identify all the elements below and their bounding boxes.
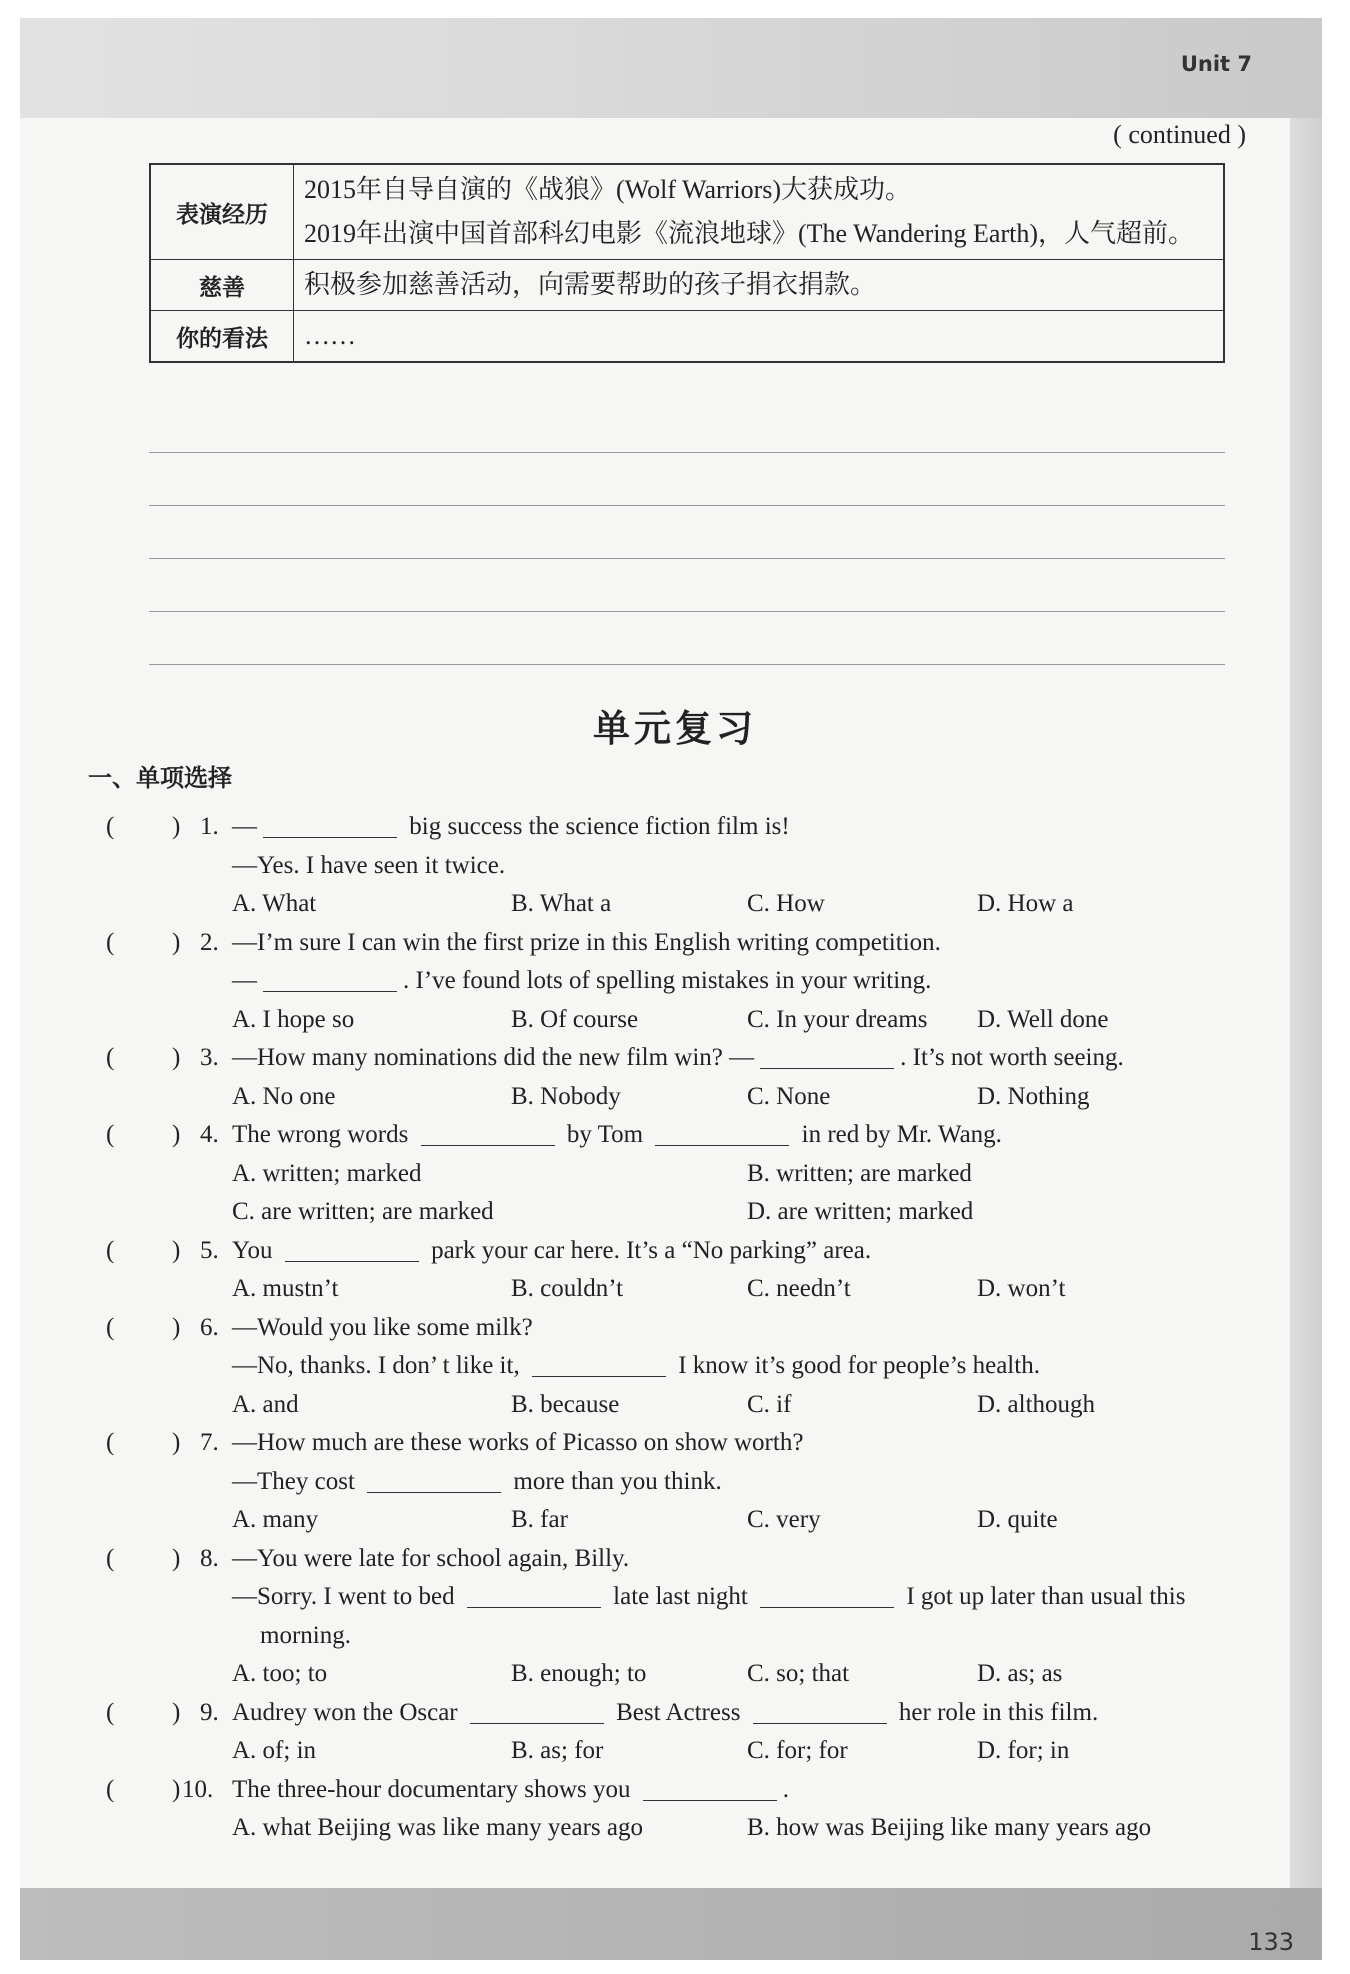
option[interactable]: D. for; in (977, 1737, 1070, 1764)
option[interactable]: A. What (232, 890, 317, 917)
text-segment: —No, thanks. I don’ t like it, (232, 1352, 526, 1379)
option[interactable]: C. so; that (747, 1660, 850, 1687)
info-table (149, 163, 1225, 363)
text-segment: morning. (260, 1621, 351, 1649)
option[interactable]: B. because (511, 1390, 620, 1418)
answer-paren-open[interactable]: ( (106, 1121, 115, 1148)
option[interactable]: C. for; for (747, 1737, 848, 1764)
question-text (232, 1463, 722, 1502)
row-label: 表演经历 (150, 164, 294, 260)
option[interactable]: A. many (232, 1506, 319, 1533)
question-line (0, 1540, 1350, 1579)
option[interactable]: B. couldn’t (511, 1275, 624, 1302)
row-content (294, 260, 1225, 311)
text-segment: —Would you like some milk? (232, 1313, 533, 1341)
options-line (0, 1386, 1350, 1425)
writing-line[interactable] (149, 453, 1225, 506)
option[interactable]: A. written; marked (232, 1159, 422, 1187)
answer-blank[interactable] (467, 1579, 601, 1608)
option[interactable]: B. far (511, 1506, 568, 1533)
option[interactable]: B. enough; to (511, 1660, 647, 1687)
option[interactable]: C. if (747, 1390, 792, 1418)
question-line (0, 924, 1350, 963)
question-number: 6. (200, 1313, 219, 1341)
question-number: 3. (200, 1044, 219, 1071)
question-text (232, 1347, 1040, 1386)
writing-line[interactable] (149, 559, 1225, 612)
options-line (0, 1193, 1350, 1232)
question-text (232, 1578, 1185, 1617)
text-segment: big success the science fiction film is! (403, 813, 790, 840)
option[interactable]: B. Of course (511, 1005, 639, 1033)
option[interactable]: D. are written; marked (747, 1198, 974, 1225)
text-segment: by Tom (560, 1121, 650, 1148)
writing-line[interactable] (149, 400, 1225, 453)
answer-paren-close: ) (172, 1236, 181, 1264)
row-label: 慈善 (150, 260, 294, 311)
question-number: 2. (200, 928, 219, 956)
question-number: 8. (200, 1544, 219, 1572)
answer-blank[interactable] (760, 1040, 894, 1069)
answer-paren-open[interactable]: ( (106, 1429, 115, 1456)
row-content (294, 311, 1225, 363)
option[interactable]: D. although (977, 1390, 1096, 1418)
option[interactable]: C. How (747, 890, 825, 917)
text-segment: I got up later than usual this (900, 1583, 1186, 1610)
question-line (0, 1694, 1350, 1733)
table-row (150, 260, 1224, 311)
answer-paren-close: ) (172, 1313, 181, 1341)
row-label: 你的看法 (150, 311, 294, 363)
text-segment: I know it’s good for people’s health. (671, 1352, 1040, 1379)
option[interactable]: D. How a (977, 890, 1074, 917)
table-row (150, 311, 1224, 363)
option[interactable]: A. No one (232, 1082, 336, 1110)
text-segment: You (232, 1236, 279, 1264)
answer-paren-open[interactable]: ( (106, 1544, 115, 1572)
row-line: 积极参加慈善活动，向需要帮助的孩子捐衣捐款。 (304, 270, 877, 299)
text-segment: —How much are these works of Picasso on show worth? (232, 1429, 804, 1456)
question-text (232, 1309, 533, 1348)
text-segment: The wrong words (232, 1121, 415, 1148)
question-text (232, 1694, 1098, 1733)
question-line (0, 962, 1350, 1001)
answer-blank[interactable] (470, 1695, 604, 1724)
question-line (0, 1463, 1350, 1502)
answer-paren-open[interactable]: ( (106, 928, 115, 956)
question-text (232, 924, 941, 963)
writing-lines (149, 400, 1225, 665)
writing-line[interactable] (149, 506, 1225, 559)
question-line (0, 1232, 1350, 1271)
continued-label: ( continued ) (1113, 120, 1246, 149)
text-segment: Best Actress (609, 1698, 747, 1726)
option[interactable]: B. as; for (511, 1737, 604, 1764)
question-line (0, 847, 1350, 886)
text-segment: . It’s not worth seeing. (900, 1044, 1124, 1071)
answer-paren-close: ) (172, 1544, 181, 1572)
page-number: 133 (1248, 1928, 1294, 1956)
answer-paren-close: ) (172, 1121, 181, 1148)
row-content (294, 164, 1225, 260)
text-segment: —How many nominations did the new film win? — (232, 1044, 755, 1071)
text-segment: Audrey won the Oscar (232, 1698, 464, 1726)
option[interactable]: B. What a (511, 890, 612, 917)
question-text (232, 1540, 629, 1579)
answer-blank[interactable] (367, 1464, 501, 1493)
question-list (0, 808, 1350, 1848)
options-line (0, 1270, 1350, 1309)
option[interactable]: A. of; in (232, 1737, 317, 1764)
answer-blank[interactable] (643, 1772, 777, 1801)
option[interactable]: D. as; as (977, 1660, 1063, 1687)
answer-blank[interactable] (753, 1695, 887, 1724)
answer-blank[interactable] (285, 1233, 419, 1262)
option[interactable]: A. what Beijing was like many years ago (232, 1814, 644, 1841)
row-line: …… (304, 321, 356, 350)
top-band (20, 18, 1322, 118)
unit-label: Unit 7 (1180, 52, 1252, 76)
option[interactable]: D. won’t (977, 1275, 1066, 1302)
question-number: 4. (200, 1121, 219, 1148)
question-text (232, 1116, 1002, 1155)
options-line (0, 1809, 1350, 1848)
question-line (0, 1347, 1350, 1386)
question-line (0, 1578, 1350, 1617)
question-text (232, 808, 790, 847)
answer-blank[interactable] (421, 1117, 555, 1146)
question-text (232, 962, 931, 1001)
question-line (0, 1116, 1350, 1155)
answer-paren-open[interactable]: ( (106, 1313, 115, 1341)
options-line (0, 1655, 1350, 1694)
text-segment: . (782, 1775, 789, 1803)
options-line (0, 1155, 1350, 1194)
text-segment: —I’m sure I can win the first prize in this English writing competition. (232, 928, 941, 956)
answer-paren-open[interactable]: ( (106, 1044, 115, 1071)
text-segment: —You were late for school again, Billy. (232, 1544, 630, 1572)
answer-paren-close: ) (172, 1044, 181, 1071)
option[interactable]: C. needn’t (747, 1275, 851, 1302)
answer-blank[interactable] (263, 963, 397, 992)
option[interactable]: D. quite (977, 1506, 1058, 1533)
question-line (0, 1617, 1350, 1656)
question-number: 5. (200, 1236, 219, 1264)
answer-paren-open[interactable]: ( (106, 1698, 115, 1726)
option[interactable]: B. written; are marked (747, 1159, 972, 1187)
option[interactable]: D. Well done (977, 1005, 1109, 1033)
options-line (0, 885, 1350, 924)
option[interactable]: A. I hope so (232, 1005, 355, 1033)
question-number: 1. (200, 813, 219, 840)
question-line (0, 1771, 1350, 1810)
question-line (0, 808, 1350, 847)
bottom-band (20, 1888, 1322, 1960)
option[interactable]: C. very (747, 1506, 821, 1533)
options-line (0, 1732, 1350, 1771)
option[interactable]: C. are written; are marked (232, 1198, 494, 1225)
text-segment: —Yes. I have seen it twice. (232, 851, 506, 879)
question-line (0, 1309, 1350, 1348)
text-segment: in red by Mr. Wang. (795, 1121, 1002, 1148)
text-segment: park your car here. It’s a “No parking” area. (424, 1236, 872, 1264)
options-line (0, 1501, 1350, 1540)
text-segment: — (232, 967, 257, 994)
question-text (260, 1617, 351, 1656)
option[interactable]: C. None (747, 1082, 831, 1110)
text-segment: —Sorry. I went to bed (232, 1583, 461, 1610)
text-segment: The three-hour documentary shows you (232, 1775, 637, 1803)
option[interactable]: A. and (232, 1390, 299, 1418)
row-line: 2019年出演中国首部科幻电影《流浪地球》(The Wandering Earth)，人气超前。 (304, 219, 1194, 248)
options-line (0, 1078, 1350, 1117)
question-line (0, 1039, 1350, 1078)
answer-blank[interactable] (532, 1348, 666, 1377)
writing-line[interactable] (149, 612, 1225, 665)
part-title: 一、单项选择 (88, 764, 232, 792)
question-number: 7. (200, 1429, 219, 1456)
text-segment: more than you think. (507, 1467, 722, 1495)
question-text (232, 1039, 1124, 1078)
question-number: 10. (182, 1775, 214, 1803)
row-line: 2015年自导自演的《战狼》(Wolf Warriors)大获成功。 (304, 175, 912, 204)
text-segment: her role in this film. (892, 1698, 1099, 1726)
table-row (150, 164, 1224, 260)
option[interactable]: D. Nothing (977, 1082, 1090, 1110)
answer-paren-close: ) (172, 928, 181, 956)
answer-paren-close: ) (172, 1775, 181, 1803)
answer-paren-close: ) (172, 1698, 181, 1726)
answer-paren-close: ) (172, 813, 181, 840)
question-line (0, 1424, 1350, 1463)
option[interactable]: B. how was Beijing like many years ago (747, 1814, 1152, 1841)
text-segment: — (232, 813, 257, 840)
answer-blank[interactable] (263, 809, 397, 838)
question-text (232, 1771, 789, 1810)
option[interactable]: A. too; to (232, 1660, 328, 1687)
option[interactable]: B. Nobody (511, 1082, 621, 1110)
option[interactable]: A. mustn’t (232, 1275, 339, 1302)
answer-blank[interactable] (760, 1579, 894, 1608)
question-text (232, 1232, 871, 1271)
question-text (232, 847, 505, 886)
options-line (0, 1001, 1350, 1040)
section-title: 单元复习 (593, 707, 757, 750)
answer-blank[interactable] (655, 1117, 789, 1146)
question-text (232, 1424, 803, 1463)
answer-paren-close: ) (172, 1429, 181, 1456)
text-segment: —They cost (232, 1467, 362, 1495)
text-segment: . I’ve found lots of spelling mistakes in your writing. (403, 967, 932, 994)
option[interactable]: C. In your dreams (747, 1005, 928, 1033)
answer-paren-open[interactable]: ( (106, 1775, 115, 1803)
text-segment: late last night (606, 1583, 755, 1610)
question-number: 9. (200, 1698, 219, 1726)
answer-paren-open[interactable]: ( (106, 1236, 115, 1264)
answer-paren-open[interactable]: ( (106, 813, 115, 840)
